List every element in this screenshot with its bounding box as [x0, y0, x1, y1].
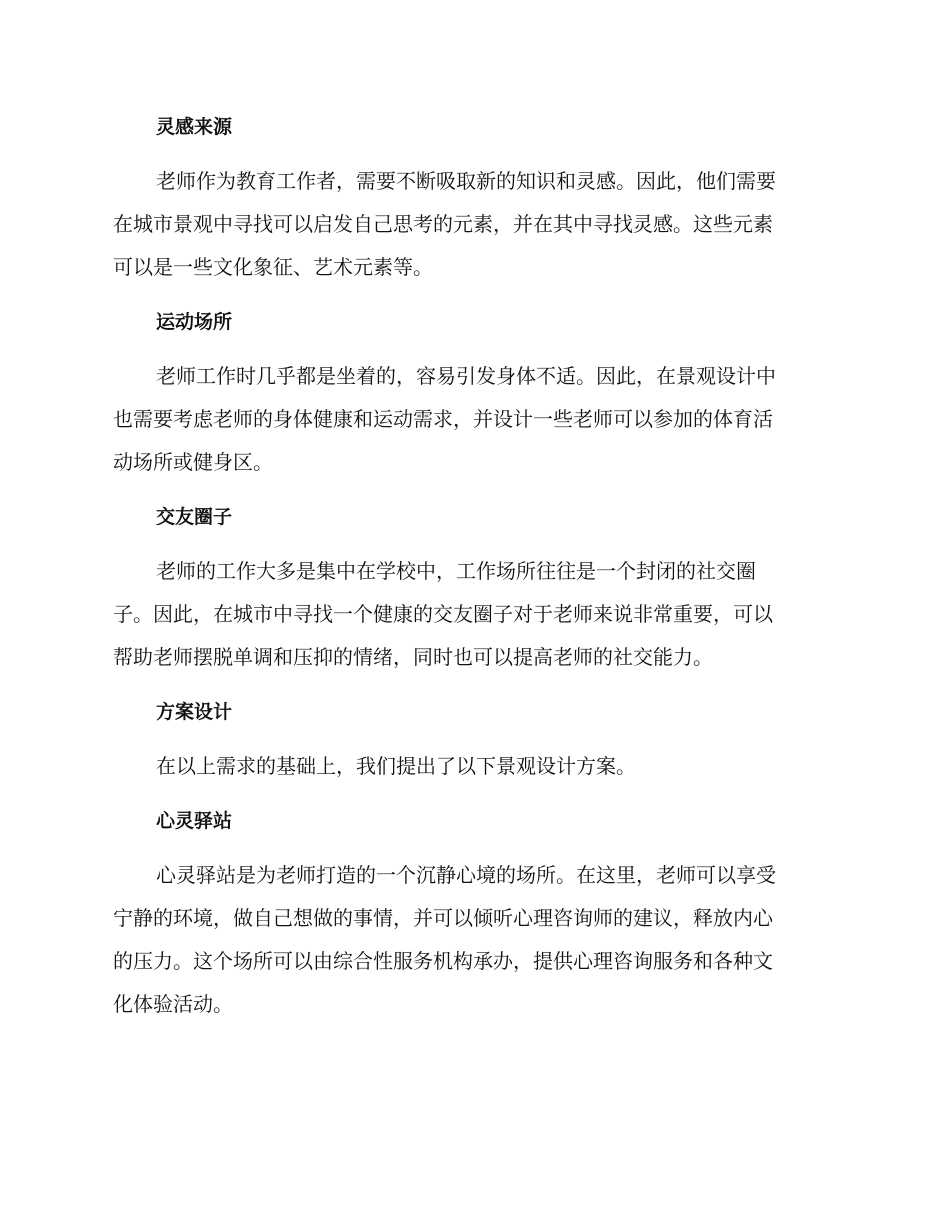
section-heading: 交友圈子 — [156, 506, 233, 528]
section-heading: 心灵驿站 — [156, 810, 233, 832]
section-sports-venue — [113, 303, 831, 498]
section-mind-station — [113, 802, 831, 1026]
section-heading: 运动场所 — [156, 311, 233, 333]
document-page — [113, 108, 831, 1026]
section-paragraph: 心灵驿站是为老师打造的一个沉静心境的场所。在这里，老师可以享受 宁静的环境，做自己想做的事情，并可以倾听心理咨询师的建议，释放内心 的压力。这个场所可以由综合性服务机构承办，提供心理咨询服务和各种文 化体验活动。 — [113, 863, 776, 1016]
section-paragraph: 老师作为教育工作者，需要不断吸取新的知识和灵感。因此，他们需要 在城市景观中寻找可以启发自己思考的元素，并在其中寻找灵感。这些元素 可以是一些文化象征、艺术元素等。 — [113, 169, 776, 279]
section-plan-design — [113, 693, 831, 802]
section-heading: 方案设计 — [156, 701, 233, 723]
section-paragraph: 在以上需求的基础上，我们提出了以下景观设计方案。 — [156, 754, 636, 778]
section-paragraph: 老师工作时几乎都是坐着的，容易引发身体不适。因此，在景观设计中 也需要考虑老师的身体健康和运动需求，并设计一些老师可以参加的体育活 动场所或健身区。 — [113, 364, 776, 474]
section-social-circle — [113, 498, 831, 693]
section-paragraph: 老师的工作大多是集中在学校中，工作场所往往是一个封闭的社交圈 子。因此，在城市中寻找一个健康的交友圈子对于老师来说非常重要，可以 帮助老师摆脱单调和压抑的情绪，同时也可以提高老师的社交能力。 — [113, 559, 773, 669]
section-heading: 灵感来源 — [156, 116, 233, 138]
section-inspiration — [113, 108, 831, 303]
